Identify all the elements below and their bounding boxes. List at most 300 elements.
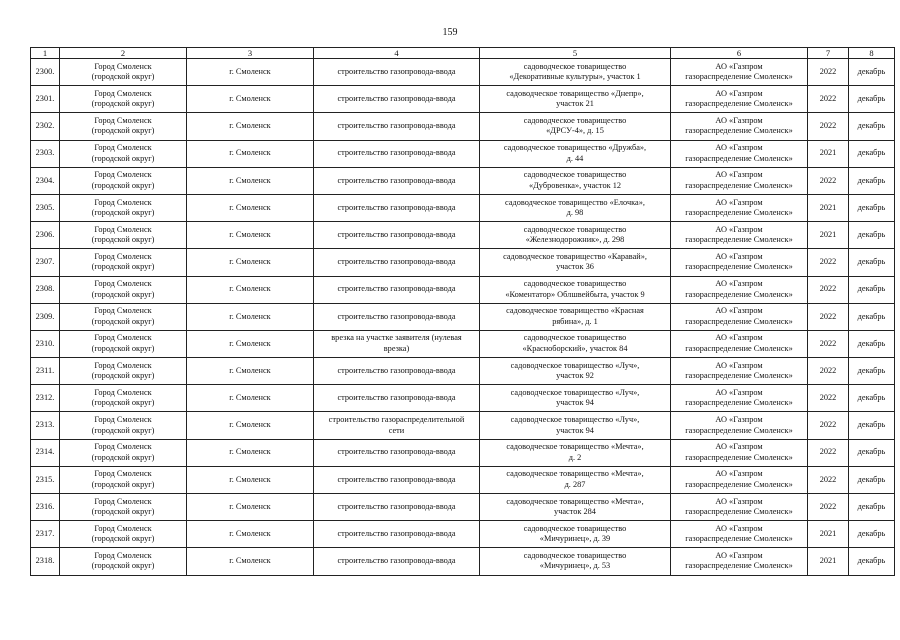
month-cell: декабрь [849,358,895,385]
district-cell [60,548,187,575]
district-cell-line: Город Смоленск [94,224,152,234]
object-cell-line: садоводческое товарищество «Мечта», [506,442,644,452]
district-cell-line: Город Смоленск [94,197,152,207]
year-cell: 2022 [808,385,849,412]
operator-cell-line: АО «Газпром [715,251,763,261]
work-type-cell [314,86,480,113]
year-cell: 2021 [808,222,849,249]
district-cell [60,521,187,548]
operator-cell-line: АО «Газпром [715,306,763,316]
work-type-cell [314,59,480,86]
row-number-cell: 2312. [31,385,60,412]
operator-cell-line: газораспределение Смоленск» [685,235,793,245]
operator-cell-line: газораспределение Смоленск» [685,289,793,299]
district-cell-line: (городской округ) [91,371,155,381]
object-cell-line: садоводческое товарищество «Днепр», [506,88,644,98]
object-cell [480,167,671,194]
district-cell-line: (городской округ) [91,425,155,435]
operator-cell-line: газораспределение Смоленск» [685,507,793,517]
year-cell: 2022 [808,167,849,194]
operator-cell [671,249,808,276]
district-cell-line: Город Смоленск [94,360,152,370]
year-cell: 2022 [808,249,849,276]
district-cell [60,113,187,140]
work-type-cell-line: строительство газопровода-ввода [337,229,456,239]
district-cell-line: (городской округ) [91,534,155,544]
operator-cell [671,276,808,303]
district-cell-line: (городской округ) [91,153,155,163]
column-header-7: 7 [808,48,849,59]
month-cell: декабрь [849,303,895,330]
operator-cell-line: АО «Газпром [715,496,763,506]
operator-cell-line: газораспределение Смоленск» [685,126,793,136]
operator-cell-line: газораспределение Смоленск» [685,343,793,353]
table-row [31,385,895,412]
work-type-cell [314,276,480,303]
table-row [31,548,895,575]
work-type-cell [314,167,480,194]
year-cell: 2022 [808,330,849,357]
object-cell-line: «Дубровенка», участок 12 [529,180,621,190]
object-cell-line: д. 98 [566,208,584,218]
district-cell [60,249,187,276]
work-type-cell [314,194,480,221]
district-cell-line: Город Смоленск [94,550,152,560]
operator-cell [671,494,808,521]
operator-cell-line: АО «Газпром [715,170,763,180]
district-cell-line: Город Смоленск [94,333,152,343]
object-cell-line: садоводческое товарищество «Луч», [510,387,640,397]
operator-cell [671,303,808,330]
month-cell: декабрь [849,140,895,167]
operator-cell [671,548,808,575]
month-cell: декабрь [849,466,895,493]
table-row [31,439,895,466]
district-cell-line: (городской округ) [91,398,155,408]
work-type-cell-line: строительство газопровода-ввода [337,556,456,566]
object-cell [480,521,671,548]
work-type-cell-line: строительство газопровода-ввода [337,202,456,212]
operator-cell-line: АО «Газпром [715,115,763,125]
operator-cell [671,194,808,221]
year-cell: 2022 [808,276,849,303]
locality-cell: г. Смоленск [187,358,314,385]
work-type-cell [314,222,480,249]
year-cell: 2022 [808,439,849,466]
operator-cell-line: АО «Газпром [715,333,763,343]
district-cell-line: Город Смоленск [94,442,152,452]
district-cell-line: (городской округ) [91,262,155,272]
district-cell [60,494,187,521]
row-number-cell: 2313. [31,412,60,439]
operator-cell [671,59,808,86]
locality-cell: г. Смоленск [187,412,314,439]
locality-cell: г. Смоленск [187,113,314,140]
district-cell [60,140,187,167]
month-cell: декабрь [849,249,895,276]
year-cell: 2021 [808,548,849,575]
table-row [31,303,895,330]
operator-cell-line: газораспределение Смоленск» [685,208,793,218]
locality-cell: г. Смоленск [187,521,314,548]
object-cell [480,412,671,439]
district-cell-line: Город Смоленск [94,306,152,316]
object-cell-line: садоводческое товарищество «Дружба», [503,143,647,153]
table-row [31,167,895,194]
row-number-cell: 2307. [31,249,60,276]
operator-cell-line: газораспределение Смоленск» [685,180,793,190]
work-type-cell-line: строительство газопровода-ввода [337,529,456,539]
operator-cell [671,167,808,194]
work-type-cell-line: строительство газопровода-ввода [337,393,456,403]
column-header-5: 5 [480,48,671,59]
object-cell-line: участок 21 [556,99,594,109]
work-type-cell [314,439,480,466]
district-cell [60,86,187,113]
object-cell-line: «Железнодорожник», д. 298 [525,235,625,245]
operator-cell-line: газораспределение Смоленск» [685,425,793,435]
locality-cell: г. Смоленск [187,330,314,357]
row-number-cell: 2310. [31,330,60,357]
object-cell [480,466,671,493]
object-cell-line: садоводческое товарищество «Луч», [510,415,640,425]
month-cell: декабрь [849,222,895,249]
locality-cell: г. Смоленск [187,140,314,167]
table-row [31,194,895,221]
table-row [31,222,895,249]
district-cell-line: (городской округ) [91,72,155,82]
operator-cell-line: АО «Газпром [715,360,763,370]
object-cell-line: садоводческое товарищество [523,550,627,560]
row-number-cell: 2306. [31,222,60,249]
operator-cell [671,113,808,140]
operator-cell-line: АО «Газпром [715,224,763,234]
month-cell: декабрь [849,86,895,113]
object-cell-line: садоводческое товарищество «Мечта», [506,469,644,479]
work-type-cell [314,466,480,493]
operator-cell [671,466,808,493]
operator-cell-line: АО «Газпром [715,143,763,153]
year-cell: 2022 [808,59,849,86]
object-cell-line: садоводческое товарищество [523,115,627,125]
column-header-2: 2 [60,48,187,59]
district-cell-line: (городской округ) [91,289,155,299]
district-cell-line: Город Смоленск [94,251,152,261]
table-row [31,494,895,521]
district-cell [60,358,187,385]
object-cell-line: садоводческое товарищество [523,333,627,343]
month-cell: декабрь [849,59,895,86]
work-type-cell [314,140,480,167]
year-cell: 2022 [808,113,849,140]
operator-cell [671,358,808,385]
object-cell [480,140,671,167]
object-cell-line: «Коментатор» Облшвейбыта, участок 9 [505,289,645,299]
operator-cell [671,222,808,249]
table-header-row [31,48,895,59]
object-cell-line: участок 94 [556,425,594,435]
month-cell: декабрь [849,494,895,521]
district-cell-line: (городской округ) [91,126,155,136]
row-number-cell: 2318. [31,548,60,575]
object-cell-line: д. 287 [564,479,586,489]
table-row [31,59,895,86]
table-row [31,412,895,439]
district-cell-line: Город Смоленск [94,61,152,71]
year-cell: 2022 [808,86,849,113]
operator-cell-line: газораспределение Смоленск» [685,99,793,109]
work-type-cell-line: строительство газопровода-ввода [337,311,456,321]
district-cell-line: Город Смоленск [94,415,152,425]
operator-cell-line: АО «Газпром [715,442,763,452]
table-body [31,59,895,576]
work-type-cell-line: строительство газопровода-ввода [337,365,456,375]
locality-cell: г. Смоленск [187,466,314,493]
locality-cell: г. Смоленск [187,303,314,330]
operator-cell-line: АО «Газпром [715,61,763,71]
operator-cell-line: АО «Газпром [715,415,763,425]
district-cell [60,303,187,330]
row-number-cell: 2302. [31,113,60,140]
object-cell [480,222,671,249]
object-cell-line: садоводческое товарищество [523,170,627,180]
operator-cell-line: АО «Газпром [715,469,763,479]
district-cell-line: (городской округ) [91,208,155,218]
object-cell-line: участок 92 [556,371,594,381]
district-cell [60,194,187,221]
work-type-cell-line: строительство газопровода-ввода [337,148,456,158]
object-cell-line: садоводческое товарищество [523,523,627,533]
object-cell [480,59,671,86]
district-cell [60,222,187,249]
operator-cell-line: газораспределение Смоленск» [685,452,793,462]
operator-cell-line: газораспределение Смоленск» [685,371,793,381]
object-cell-line: «Мичуринец», д. 53 [539,561,611,571]
row-number-cell: 2303. [31,140,60,167]
district-cell-line: (городской округ) [91,99,155,109]
column-header-3: 3 [187,48,314,59]
district-cell [60,167,187,194]
month-cell: декабрь [849,276,895,303]
year-cell: 2022 [808,494,849,521]
month-cell: декабрь [849,548,895,575]
page-number: 159 [442,27,458,38]
object-cell [480,385,671,412]
object-cell-line: садоводческое товарищество «Мечта», [506,496,644,506]
object-cell-line: садоводческое товарищество [523,279,627,289]
row-number-cell: 2300. [31,59,60,86]
district-cell-line: Город Смоленск [94,496,152,506]
object-cell-line: садоводческое товарищество «Луч», [510,360,640,370]
object-cell [480,494,671,521]
table-row [31,466,895,493]
object-cell-line: садоводческое товарищество [523,224,627,234]
object-cell-line: участок 94 [556,398,594,408]
district-cell-line: Город Смоленск [94,387,152,397]
locality-cell: г. Смоленск [187,86,314,113]
district-cell-line: (городской округ) [91,235,155,245]
district-cell [60,59,187,86]
table-row [31,358,895,385]
object-cell [480,303,671,330]
operator-cell-line: газораспределение Смоленск» [685,72,793,82]
object-cell-line: садоводческое товарищество «Каравай», [503,251,647,261]
locality-cell: г. Смоленск [187,167,314,194]
work-type-cell-line: строительство газопровода-ввода [337,447,456,457]
row-number-cell: 2314. [31,439,60,466]
locality-cell: г. Смоленск [187,194,314,221]
operator-cell-line: газораспределение Смоленск» [685,262,793,272]
table-row [31,86,895,113]
work-type-cell-line: строительство газопровода-ввода [337,121,456,131]
work-type-cell-line: строительство газораспределительной [328,415,465,425]
operator-cell-line: газораспределение Смоленск» [685,479,793,489]
object-cell-line: «Мичуринец», д. 39 [539,534,611,544]
operator-cell-line: газораспределение Смоленск» [685,561,793,571]
district-cell-line: Город Смоленск [94,170,152,180]
locality-cell: г. Смоленск [187,439,314,466]
object-cell-line: садоводческое товарищество «Красная [506,306,644,316]
month-cell: декабрь [849,113,895,140]
district-cell [60,466,187,493]
operator-cell [671,140,808,167]
district-cell-line: Город Смоленск [94,523,152,533]
row-number-cell: 2316. [31,494,60,521]
column-header-4: 4 [314,48,480,59]
work-type-cell-line: врезка) [383,343,410,353]
object-cell [480,330,671,357]
month-cell: декабрь [849,412,895,439]
row-number-cell: 2315. [31,466,60,493]
row-number-cell: 2311. [31,358,60,385]
operator-cell-line: газораспределение Смоленск» [685,153,793,163]
year-cell: 2022 [808,466,849,493]
district-cell-line: (городской округ) [91,343,155,353]
locality-cell: г. Смоленск [187,59,314,86]
object-cell [480,548,671,575]
month-cell: декабрь [849,194,895,221]
object-cell [480,358,671,385]
district-cell-line: Город Смоленск [94,143,152,153]
operator-cell-line: газораспределение Смоленск» [685,398,793,408]
object-cell [480,194,671,221]
work-type-cell-line: строительство газопровода-ввода [337,284,456,294]
object-cell-line: рябина», д. 1 [552,316,598,326]
operator-cell-line: АО «Газпром [715,387,763,397]
work-type-cell [314,494,480,521]
work-type-cell [314,249,480,276]
district-cell-line: (городской округ) [91,561,155,571]
month-cell: декабрь [849,330,895,357]
operator-cell-line: газораспределение Смоленск» [685,534,793,544]
object-cell-line: «ДРСУ-4», д. 15 [546,126,604,136]
year-cell: 2022 [808,303,849,330]
month-cell: декабрь [849,439,895,466]
work-type-cell [314,330,480,357]
table-row [31,140,895,167]
district-cell-line: Город Смоленск [94,279,152,289]
table-row [31,276,895,303]
object-cell-line: садоводческое товарищество [523,61,627,71]
operator-cell-line: АО «Газпром [715,197,763,207]
object-cell-line: д. 2 [568,452,582,462]
row-number-cell: 2308. [31,276,60,303]
operator-cell [671,86,808,113]
operator-cell-line: АО «Газпром [715,279,763,289]
district-cell-line: (городской округ) [91,507,155,517]
work-type-cell [314,521,480,548]
column-header-8: 8 [849,48,895,59]
operator-cell-line: АО «Газпром [715,550,763,560]
operator-cell [671,521,808,548]
locality-cell: г. Смоленск [187,385,314,412]
locality-cell: г. Смоленск [187,548,314,575]
year-cell: 2021 [808,194,849,221]
object-cell-line: д. 44 [566,153,584,163]
operator-cell [671,439,808,466]
work-type-cell-line: строительство газопровода-ввода [337,175,456,185]
table-row [31,249,895,276]
year-cell: 2021 [808,521,849,548]
object-cell [480,86,671,113]
work-type-cell-line: строительство газопровода-ввода [337,66,456,76]
work-type-cell-line: врезка на участке заявителя (нулевая [331,333,462,343]
object-cell-line: «Декоративные культуры», участок 1 [509,72,641,82]
district-cell-line: (городской округ) [91,452,155,462]
operator-cell [671,412,808,439]
work-type-cell-line: строительство газопровода-ввода [337,474,456,484]
work-type-cell-line: строительство газопровода-ввода [337,94,456,104]
column-header-6: 6 [671,48,808,59]
district-cell-line: (городской округ) [91,316,155,326]
work-type-cell [314,358,480,385]
district-cell-line: (городской округ) [91,180,155,190]
table-row [31,521,895,548]
district-cell [60,276,187,303]
row-number-cell: 2301. [31,86,60,113]
locality-cell: г. Смоленск [187,276,314,303]
object-cell-line: участок 36 [556,262,594,272]
work-type-cell [314,548,480,575]
district-cell [60,412,187,439]
row-number-cell: 2304. [31,167,60,194]
district-cell-line: Город Смоленск [94,469,152,479]
object-cell-line: садоводческое товарищество «Елочка», [505,197,645,207]
work-type-cell [314,303,480,330]
work-type-cell-line: строительство газопровода-ввода [337,501,456,511]
locality-cell: г. Смоленск [187,249,314,276]
district-cell-line: Город Смоленск [94,88,152,98]
work-type-cell-line: строительство газопровода-ввода [337,257,456,267]
operator-cell [671,330,808,357]
column-header-1: 1 [31,48,60,59]
row-number-cell: 2305. [31,194,60,221]
operator-cell-line: газораспределение Смоленск» [685,316,793,326]
district-cell [60,385,187,412]
operator-cell-line: АО «Газпром [715,88,763,98]
object-cell [480,249,671,276]
year-cell: 2022 [808,358,849,385]
table-row [31,330,895,357]
row-number-cell: 2309. [31,303,60,330]
district-cell [60,439,187,466]
table-row [31,113,895,140]
object-cell [480,113,671,140]
month-cell: декабрь [849,385,895,412]
operator-cell [671,385,808,412]
row-number-cell: 2317. [31,521,60,548]
work-type-cell-line: сети [388,425,405,435]
